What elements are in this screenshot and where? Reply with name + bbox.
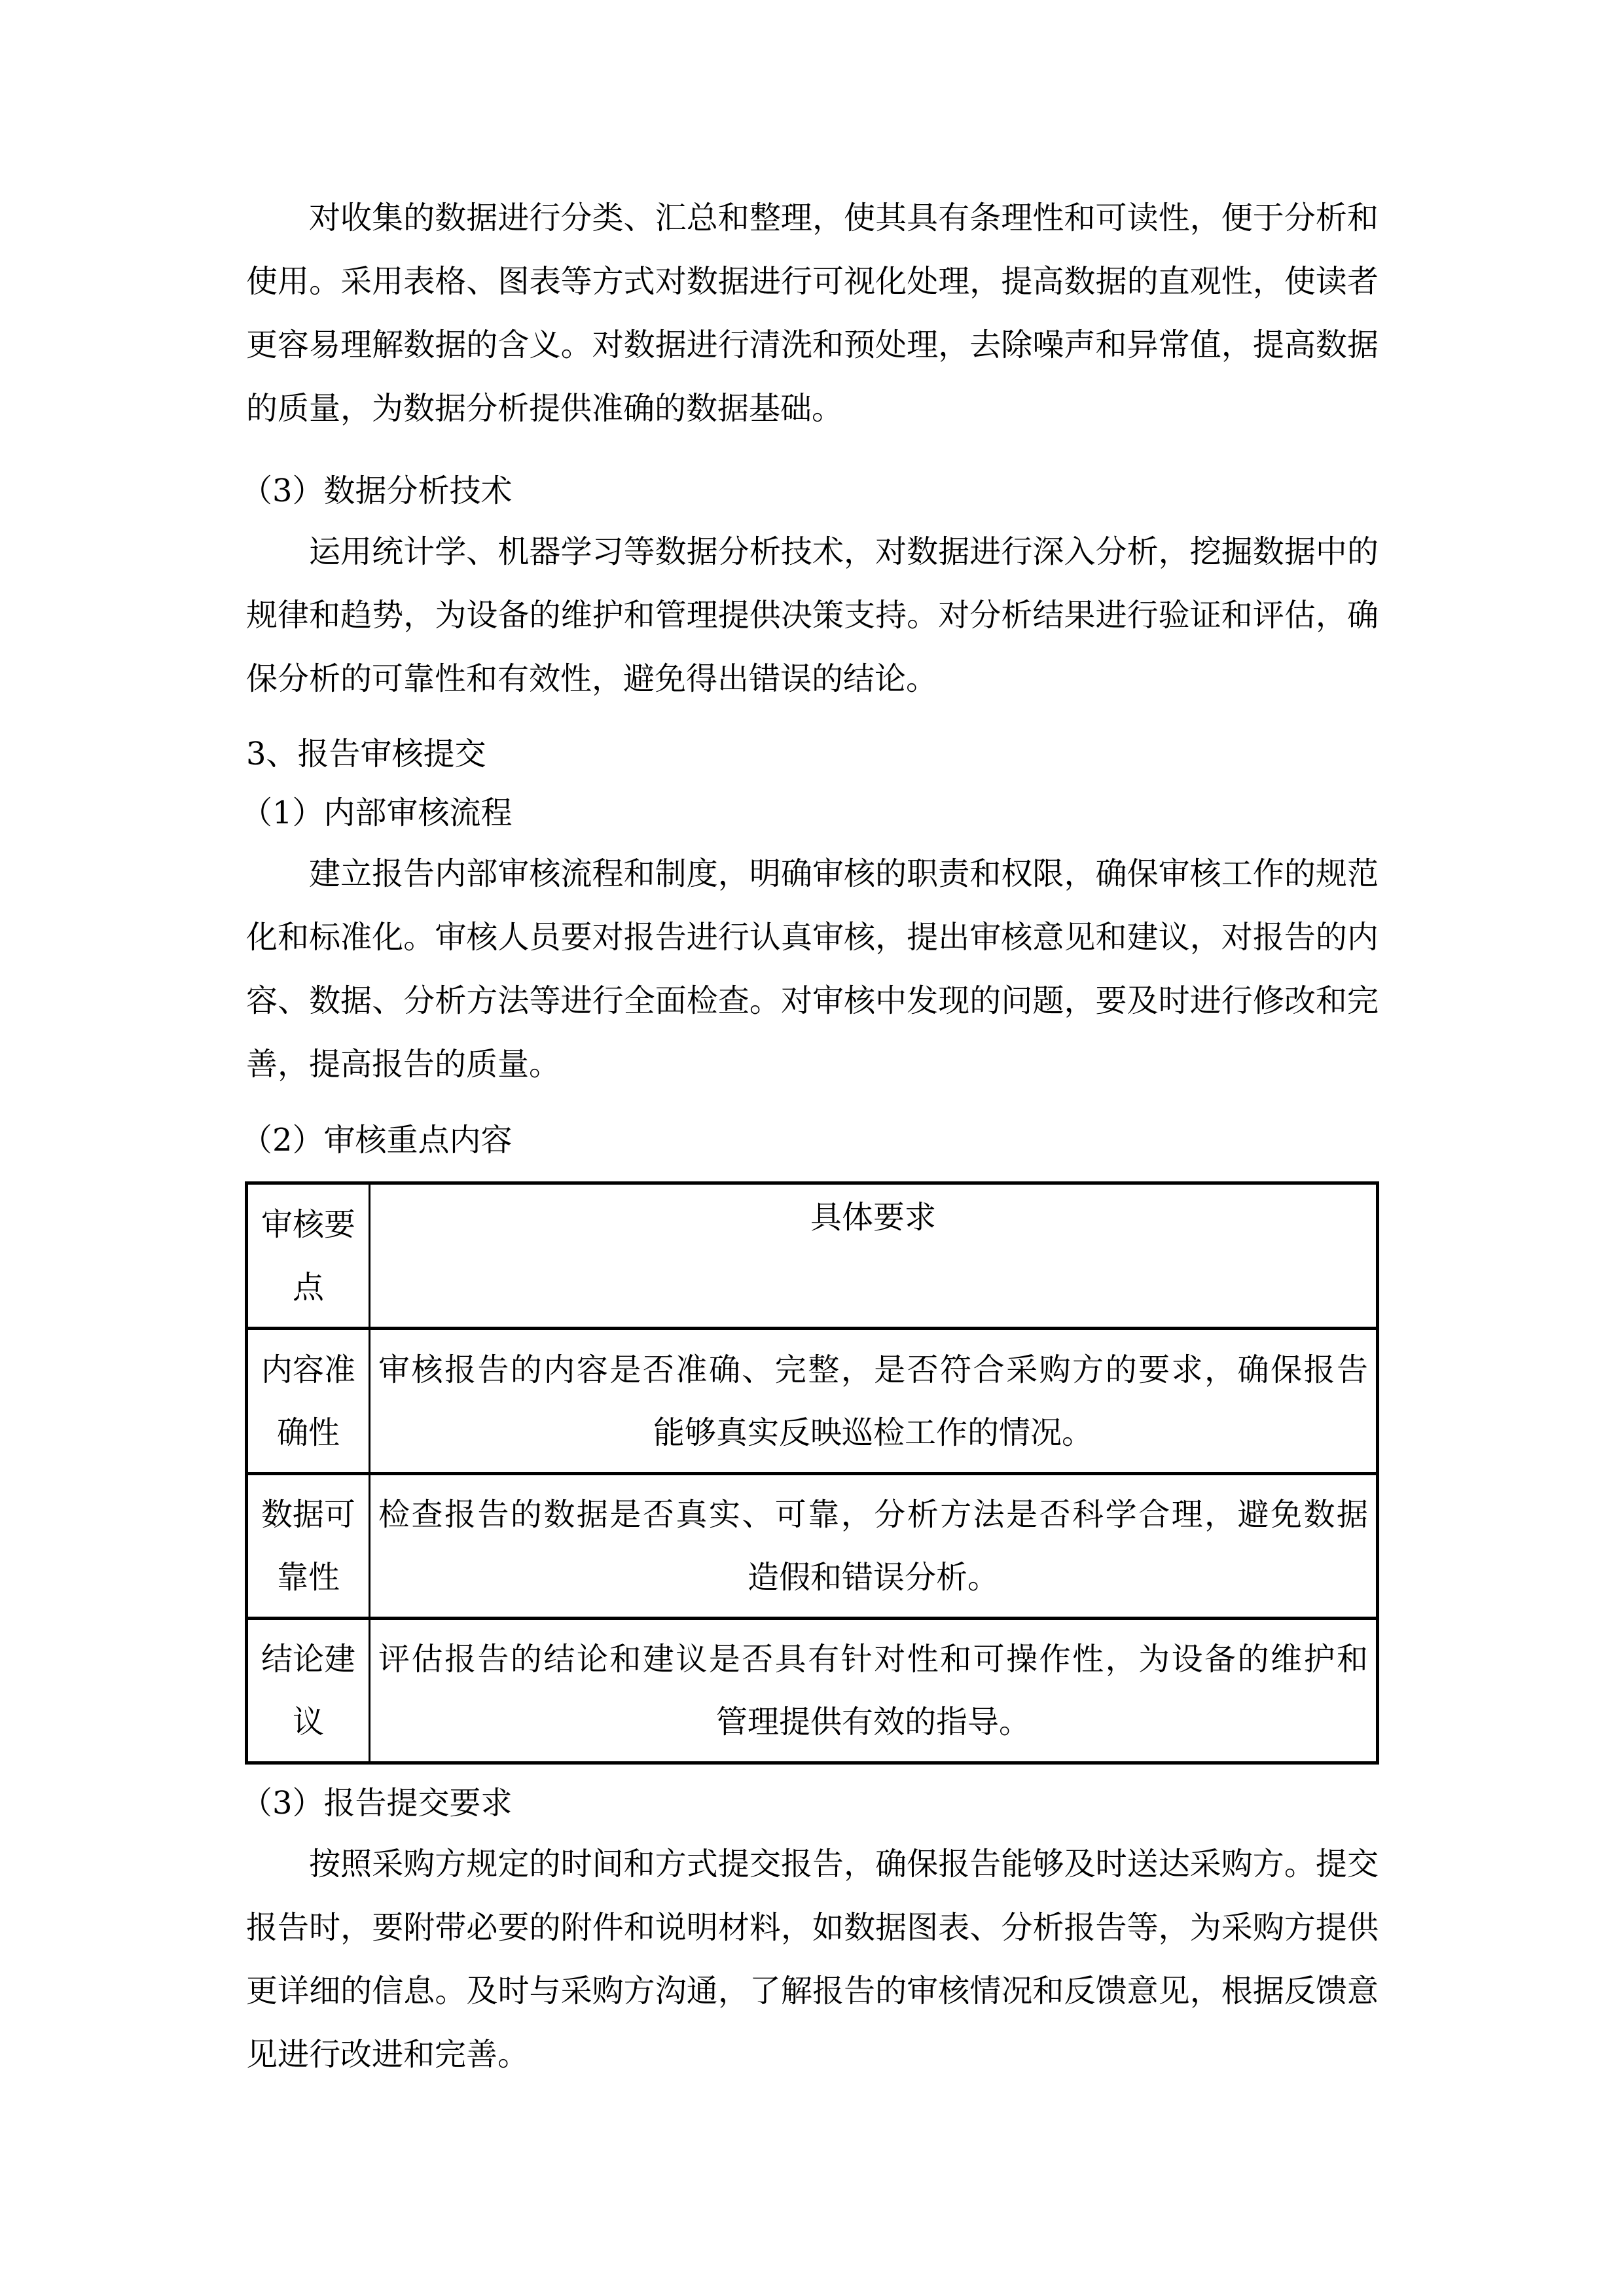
table-header-key: 审核要点 bbox=[247, 1183, 370, 1329]
table-cell-value: 评估报告的结论和建议是否具有针对性和可操作性，为设备的维护和 管理提供有效的指导。 bbox=[370, 1619, 1378, 1763]
paragraph-data-organization: 对收集的数据进行分类、汇总和整理，使其具有条理性和可读性，便于分析和使用。采用表格、图表等方式对数据进行可视化处理，提高数据的直观性，使读者更容易理解数据的含义。对数据进行清洗和预处理，去除噪声和异常值，提高数据的质量，为数据分析提供准确的数据基础。 bbox=[246, 200, 1379, 427]
review-key-points-table bbox=[245, 1181, 1379, 1765]
heading-report-submission: （3）报告提交要求 bbox=[241, 1785, 513, 1821]
paragraph-report-submission: 按照采购方规定的时间和方式提交报告，确保报告能够及时送达采购方。提交报告时，要附带必要的附件和说明材料，如数据图表、分析报告等，为采购方提供更详细的信息。及时与采购方沟通，了解报告的审核情况和反馈意见，根据反馈意见进行改进和完善。 bbox=[246, 1846, 1379, 2073]
heading-internal-review-process: （1）内部审核流程 bbox=[241, 795, 513, 831]
table-header-value: 具体要求 bbox=[370, 1183, 1378, 1329]
table-cell-key: 数据可靠性 bbox=[247, 1474, 370, 1619]
table-cell-value: 检查报告的数据是否真实、可靠，分析方法是否科学合理，避免数据 造假和错误分析。 bbox=[370, 1474, 1378, 1619]
table-cell-key: 结论建议 bbox=[247, 1619, 370, 1763]
table-row bbox=[247, 1619, 1378, 1763]
paragraph-data-analysis: 运用统计学、机器学习等数据分析技术，对数据进行深入分析，挖掘数据中的规律和趋势，为设备的维护和管理提供决策支持。对分析结果进行验证和评估，确保分析的可靠性和有效性，避免得出错误的结论。 bbox=[246, 533, 1379, 697]
table-row bbox=[247, 1474, 1378, 1619]
section-title-report-review: 3、报告审核提交 bbox=[246, 736, 486, 772]
table-cell-value: 审核报告的内容是否准确、完整，是否符合采购方的要求，确保报告 能够真实反映巡检工作的情况。 bbox=[370, 1329, 1378, 1474]
heading-review-key-points: （2）审核重点内容 bbox=[241, 1122, 513, 1158]
heading-data-analysis-technology: （3）数据分析技术 bbox=[241, 473, 513, 509]
table-cell-key: 内容准确性 bbox=[247, 1329, 370, 1474]
paragraph-internal-review: 建立报告内部审核流程和制度，明确审核的职责和权限，确保审核工作的规范化和标准化。审核人员要对报告进行认真审核，提出审核意见和建议，对报告的内容、数据、分析方法等进行全面检查。对审核中发现的问题，要及时进行修改和完善，提高报告的质量。 bbox=[246, 855, 1379, 1083]
table-row bbox=[247, 1329, 1378, 1474]
table-header-row bbox=[247, 1183, 1378, 1329]
